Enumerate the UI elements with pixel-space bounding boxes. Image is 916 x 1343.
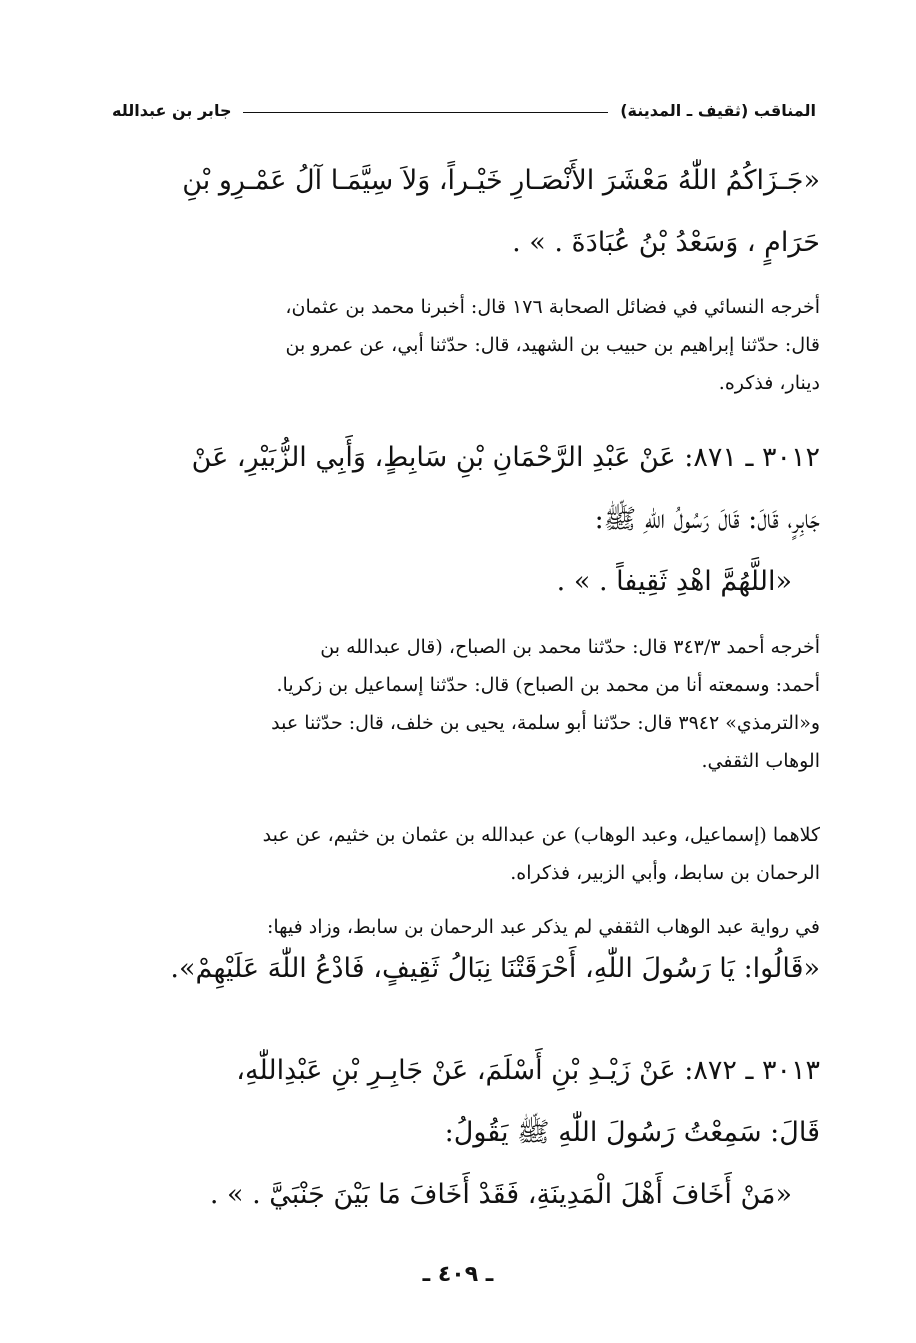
text-line: «اللَّهُمَّ اهْدِ ثَقِيفاً . » .: [556, 566, 792, 597]
footnote-takhrij-4: [108, 908, 820, 992]
header-section: جابر بن عبدالله: [112, 101, 232, 120]
text-line: أخرجه أحمد ٣٤٣/٣ قال: حدّثنا محمد بن الصباح، (قال عبدالله بن: [320, 636, 820, 658]
page-number: ـ ٤٠٩ ـ: [422, 1262, 494, 1287]
text-line: أخرجه النسائي في فضائل الصحابة ١٧٦ قال: أخبرنا محمد بن عثمان،: [285, 296, 820, 318]
text-line: الوهاب الثقفي.: [701, 750, 820, 772]
text-line: كلاهما (إسماعيل، وعبد الوهاب) عن عبدالله بن عثمان بن خثيم، عن عبد: [262, 824, 820, 846]
text-line: «جَـزَاكُمُ اللّٰهُ مَعْشَرَ الأَنْصَـارِ خَيْـراً، وَلاَ سِيَّمَـا آلُ عَمْـرِو بْنِ: [182, 165, 820, 196]
text-line: و«الترمذي» ٣٩٤٢ قال: حدّثنا أبو سلمة، يحيى بن خلف، قال: حدّثنا عبد: [271, 712, 820, 734]
text-line: دينار، فذكره.: [718, 372, 820, 394]
text-line: قال: حدّثنا إبراهيم بن حبيب بن الشهيد، قال: حدّثنا أبي، عن عمرو بن: [285, 334, 820, 356]
text-line: جَابِرٍ، قَالَ: قَالَ رَسُولُ اللّٰهِ ﷺ:: [594, 504, 820, 535]
quote-opening: [108, 150, 820, 274]
text-line: ٣٠١٣ ـ ٨٧٢: عَنْ زَيْـدِ بْنِ أَسْلَمَ، عَنْ جَابِـرِ بْنِ عَبْدِاللّٰهِ،: [236, 1055, 820, 1086]
text-line: «مَنْ أَخَافَ أَهْلَ الْمَدِينَةِ، فَقَدْ أَخَافَ مَا بَيْنَ جَنْبَيَّ . » .: [209, 1179, 792, 1210]
text-line: الرحمان بن سابط، وأبي الزبير، فذكراه.: [510, 862, 820, 884]
text-line: «قَالُوا: يَا رَسُولَ اللّٰهِ، أَحْرَقَتْنَا نِبَالُ ثَقِيفٍ، فَادْعُ اللّٰهَ عَلَيْهِمْ».: [170, 953, 820, 984]
running-header: [112, 92, 816, 120]
hadith-3013: [108, 1040, 820, 1226]
text-line: أحمد: وسمعته أنا من محمد بن الصباح) قال: حدّثنا إسماعيل بن زكريا.: [276, 674, 820, 696]
text-line: في رواية عبد الوهاب الثقفي لم يذكر عبد الرحمان بن سابط، وزاد فيها:: [266, 916, 820, 938]
text-line: حَرَامٍ ، وَسَعْدُ بْنُ عُبَادَةَ . » .: [512, 227, 820, 258]
text-line: ٣٠١٢ ـ ٨٧١: عَنْ عَبْدِ الرَّحْمَانِ بْنِ سَابِطٍ، وَأَبِي الزُّبَيْرِ، عَنْ: [191, 442, 820, 473]
footnote-takhrij-2: [108, 628, 820, 780]
header-rule: [243, 112, 608, 113]
hadith-3012: [108, 427, 820, 613]
footnote-takhrij-1: [108, 288, 820, 402]
footnote-takhrij-3: [108, 816, 820, 892]
header-chapter: المناقب (ثقيف ـ المدينة): [620, 101, 816, 120]
text-line: قَالَ: سَمِعْتُ رَسُولَ اللّٰهِ ﷺ يَقُولُ:: [444, 1117, 820, 1148]
